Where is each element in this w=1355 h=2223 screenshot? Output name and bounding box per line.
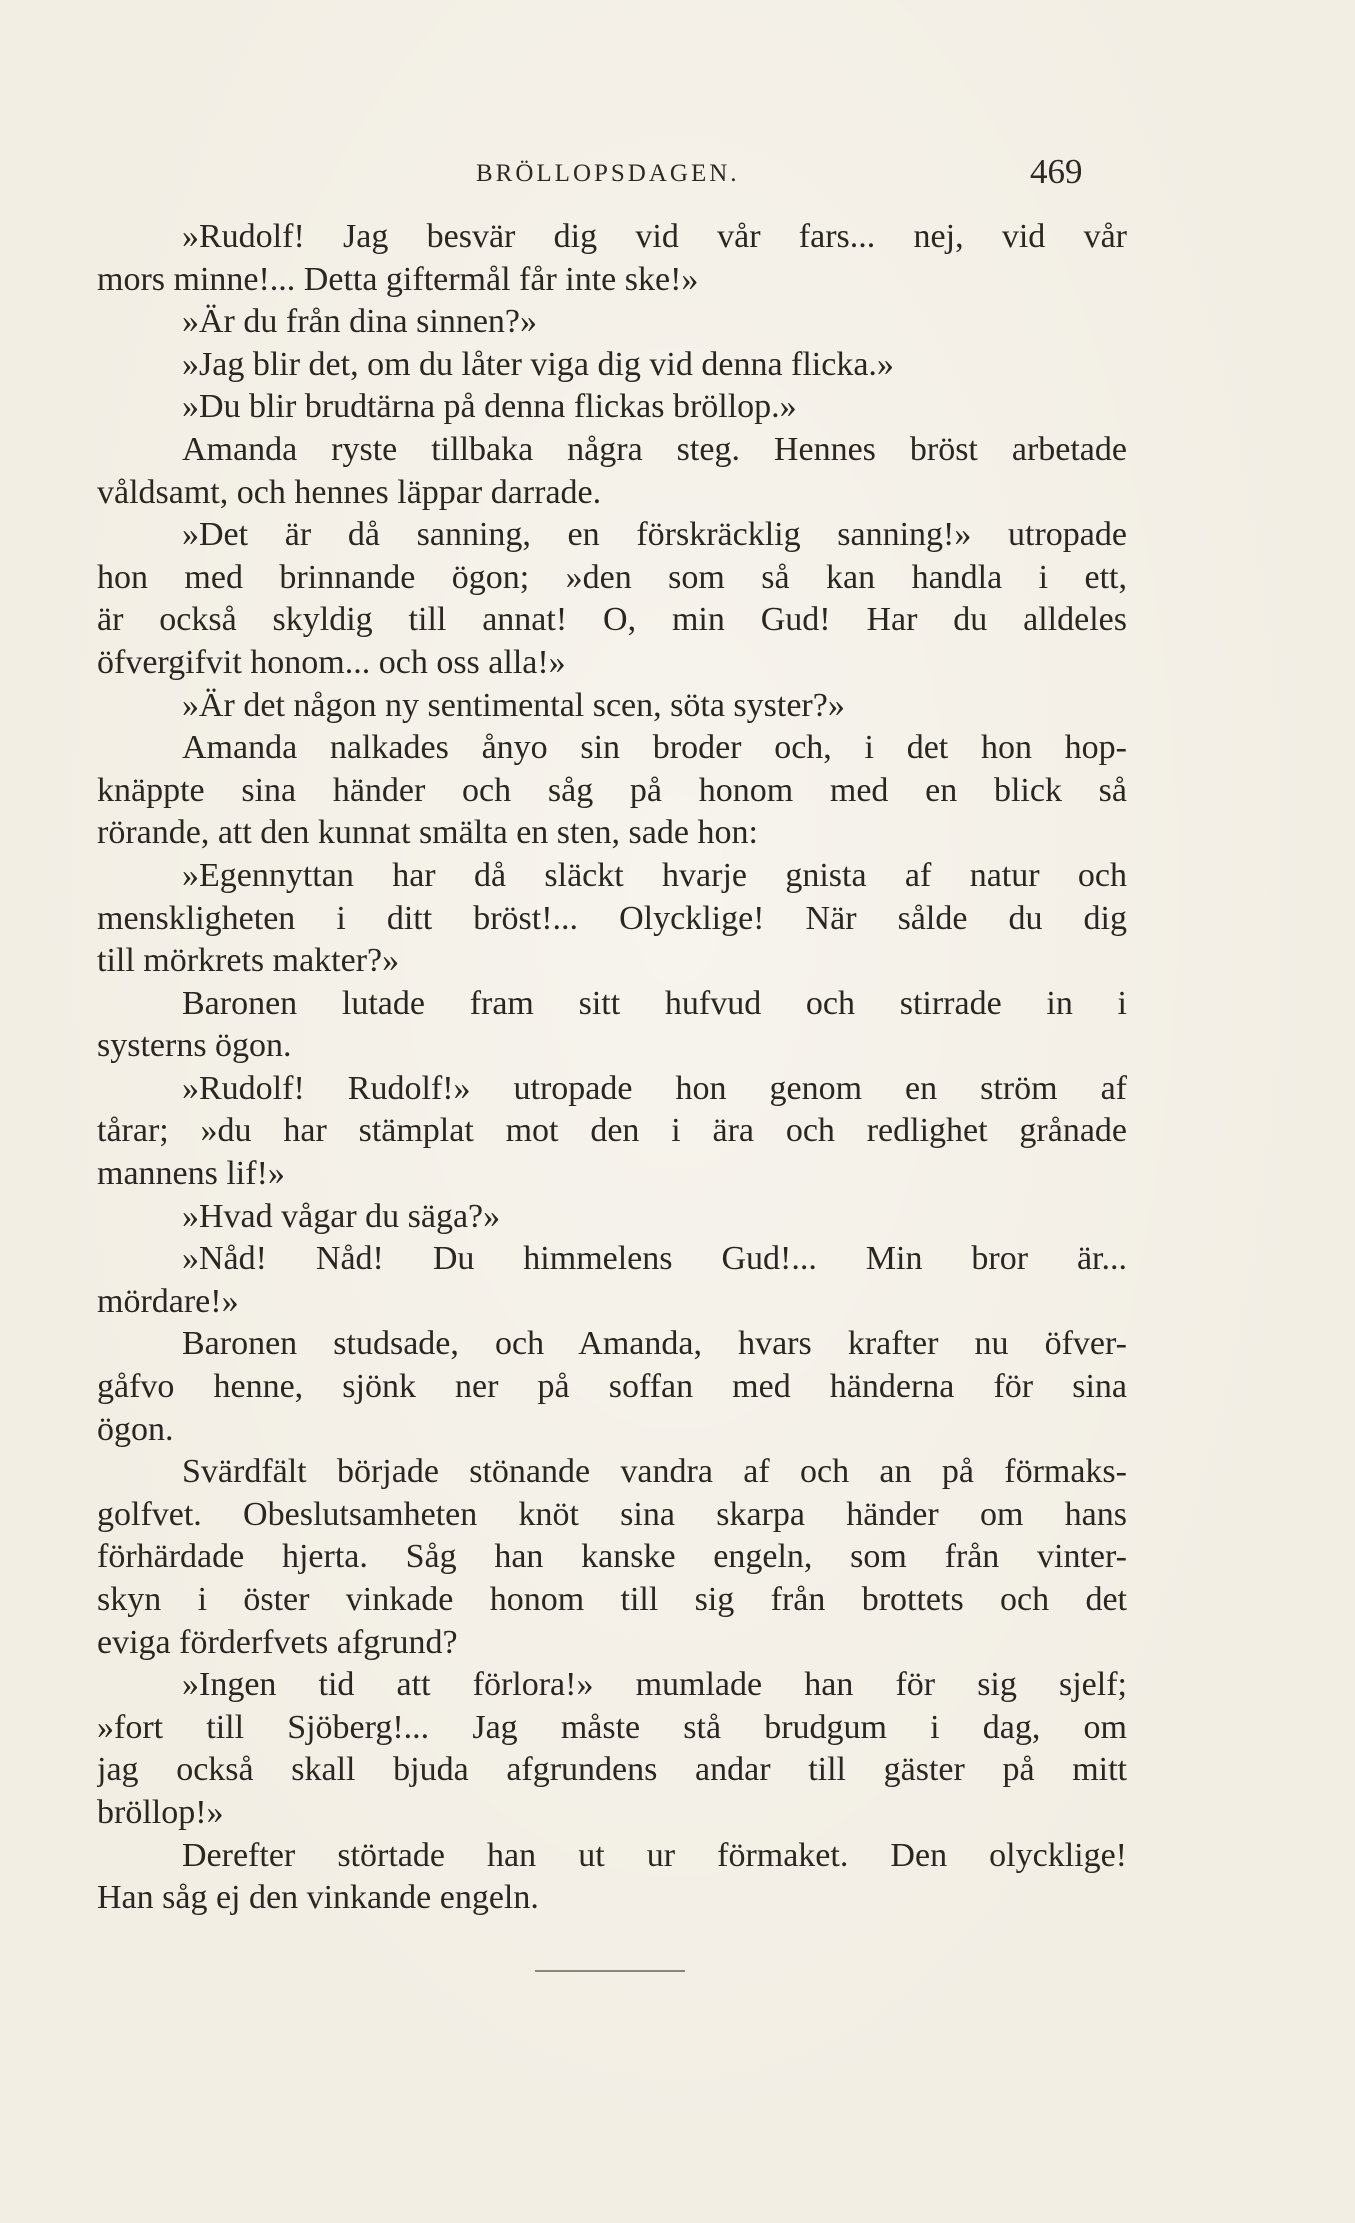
- text-line: till mörkrets makter?»: [97, 942, 400, 980]
- text-line: Derefter störtade han ut ur förmaket. Den olycklige!: [182, 1836, 1127, 1874]
- text-line: jag också skall bjuda afgrundens andar till gäster på mitt: [97, 1751, 1127, 1789]
- body-text: [97, 216, 1127, 1920]
- text-line: förhärdade hjerta. Såg han kanske engeln, som från vinter-: [97, 1538, 1127, 1576]
- text-line: »Rudolf! Jag besvär dig vid vår fars... nej, vid vår: [182, 218, 1127, 255]
- text-line: skyn i öster vinkade honom till sig från brottets och det: [97, 1581, 1127, 1618]
- text-line: »fort till Sjöberg!... Jag måste stå brudgum i dag, om: [97, 1708, 1127, 1746]
- text-line: mördare!»: [97, 1282, 239, 1320]
- text-line: Amanda nalkades ånyo sin broder och, i det hon hop-: [182, 729, 1127, 767]
- text-line: ögon.: [97, 1410, 174, 1448]
- running-head: [0, 150, 1355, 194]
- text-line: bröllop!»: [97, 1793, 224, 1831]
- text-line: Baronen studsade, och Amanda, hvars krafter nu öfver-: [182, 1325, 1127, 1363]
- text-line: systerns ögon.: [97, 1027, 292, 1065]
- end-rule: [535, 1970, 685, 1972]
- text-line: gåfvo henne, sjönk ner på soffan med händerna för sina: [97, 1368, 1127, 1406]
- chapter-title: BRÖLLOPSDAGEN.: [476, 160, 740, 187]
- text-line: eviga förderfvets afgrund?: [97, 1623, 458, 1661]
- text-line: tårar; »du har stämplat mot den i ära och redlighet grånade: [97, 1112, 1127, 1150]
- text-line: »Är du från dina sinnen?»: [182, 303, 538, 341]
- text-line: knäppte sina händer och såg på honom med en blick så: [97, 771, 1127, 809]
- text-line: »Nåd! Nåd! Du himmelens Gud!... Min bror är...: [182, 1240, 1127, 1278]
- page-number: 469: [1030, 152, 1083, 191]
- text-line: hon med brinnande ögon; »den som så kan handla i ett,: [97, 558, 1127, 596]
- text-line: är också skyldig till annat! O, min Gud! Har du alldeles: [97, 601, 1127, 639]
- text-line: »Jag blir det, om du låter viga dig vid denna flicka.»: [182, 345, 894, 383]
- text-line: »Rudolf! Rudolf!» utropade hon genom en ström af: [182, 1069, 1127, 1107]
- text-line: golfvet. Obeslutsamheten knöt sina skarpa händer om hans: [97, 1495, 1127, 1533]
- text-line: Baronen lutade fram sitt hufvud och stirrade in i: [182, 984, 1127, 1022]
- text-line: mannens lif!»: [97, 1155, 285, 1193]
- text-line: menskligheten i ditt bröst!... Olycklige! När sålde du dig: [97, 899, 1127, 937]
- text-line: »Det är då sanning, en förskräcklig sanning!» utropade: [182, 516, 1127, 554]
- text-line: »Är det någon ny sentimental scen, söta syster?»: [182, 686, 845, 724]
- text-line: rörande, att den kunnat smälta en sten, sade hon:: [97, 814, 758, 852]
- text-line: våldsamt, och hennes läppar darrade.: [97, 473, 602, 511]
- text-line: Amanda ryste tillbaka några steg. Hennes bröst arbetade: [182, 430, 1127, 468]
- text-line: »Egennyttan har då släckt hvarje gnista af natur och: [182, 856, 1127, 894]
- text-line: mors minne!... Detta giftermål får inte ske!»: [97, 260, 699, 298]
- text-line: Han såg ej den vinkande engeln.: [97, 1879, 539, 1917]
- text-line: »Du blir brudtärna på denna flickas bröllop.»: [182, 388, 797, 426]
- text-line: Svärdfält började stönande vandra af och an på förmaks-: [182, 1453, 1127, 1491]
- text-line: öfvergifvit honom... och oss alla!»: [97, 643, 566, 681]
- text-line: »Ingen tid att förlora!» mumlade han för sig sjelf;: [182, 1666, 1127, 1704]
- text-line: »Hvad vågar du säga?»: [182, 1197, 501, 1235]
